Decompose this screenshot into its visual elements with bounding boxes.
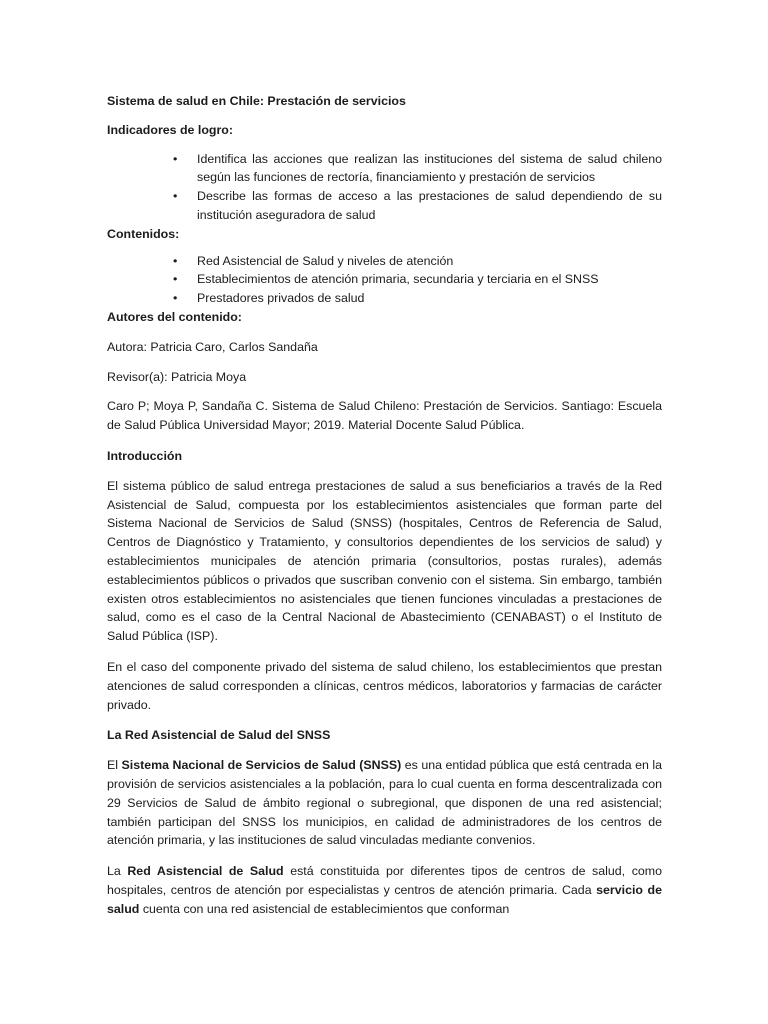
list-item: • Red Asistencial de Salud y niveles de atención bbox=[173, 252, 662, 271]
paragraph-text: El bbox=[107, 758, 122, 773]
reviewer-line: Revisor(a): Patricia Moya bbox=[107, 369, 247, 384]
paragraph-text: La bbox=[107, 864, 128, 879]
list-item: • Describe las formas de acceso a las prestaciones de salud dependiendo de su institución aseguradora de salud bbox=[173, 187, 662, 225]
paragraph-text: es una entidad pública que está centrada en la provisión de servicios asistenciales a la población, para lo cual cuenta en forma descentralizada con 29 Servicios de Salud de ámbito regional o subregional, que disponen de una red asistencial; también participan del SNSS los municipios, en calidad de administradores de los centros de atención primaria, y las instituciones de salud vinculadas mediante convenios. bbox=[107, 758, 662, 848]
introduction-heading: Introducción bbox=[107, 448, 183, 463]
red-asistencial-paragraph-2 bbox=[107, 862, 662, 918]
snss-term: Sistema Nacional de Servicios de Salud (SNSS) bbox=[121, 758, 402, 773]
servicio-de-salud-term: servicio de salud bbox=[107, 882, 662, 916]
introduction-paragraph-1: El sistema público de salud entrega prestaciones de salud a sus beneficiarios a través de la Red Asistencial de Salud, compuesta por los establecimientos asistenciales que forman parte del Sistema Nacional de Servicios de Salud (SNSS) (hospitales, Centros de Referencia de Salud, Centros de Diagnóstico y Tratamiento, y consultorios dependientes de los servicios de salud) y establecimientos municipales de atención primaria (consultorios, postas rurales), además establecimientos públicos o privados que suscriban convenio con el sistema. Sin embargo, también existen otros establecimientos no asistenciales que tienen funciones vinculadas a prestaciones de salud, como es el caso de la Central Nacional de Abastecimiento (CENABAST) o el Instituto de Salud Pública (ISP). bbox=[107, 478, 662, 644]
list-item: • Identifica las acciones que realizan las instituciones del sistema de salud chileno según las funciones de rectoría, financiamiento y prestación de servicios bbox=[173, 150, 662, 188]
document-page bbox=[107, 86, 662, 930]
indicators-list bbox=[107, 150, 662, 225]
list-item: • Establecimientos de atención primaria, secundaria y terciaria en el SNSS bbox=[173, 270, 662, 289]
paragraph-text: está constituida por diferentes tipos de centros de salud, como hospitales, centros de atención por especialistas y centros de atención primaria. Cada bbox=[107, 864, 662, 897]
red-asistencial-term: Red Asistencial de Salud bbox=[127, 864, 284, 879]
indicators-heading: Indicadores de logro: bbox=[107, 122, 233, 137]
red-asistencial-heading: La Red Asistencial de Salud del SNSS bbox=[107, 728, 331, 743]
red-asistencial-paragraph-1 bbox=[107, 756, 662, 850]
author-line: Autora: Patricia Caro, Carlos Sandaña bbox=[107, 339, 318, 354]
document-title: Sistema de salud en Chile: Prestación de servicios bbox=[107, 94, 406, 108]
contents-list bbox=[107, 252, 662, 308]
contents-heading: Contenidos: bbox=[107, 226, 180, 241]
paragraph-text: cuenta con una red asistencial de establecimientos que conforman bbox=[139, 901, 510, 916]
introduction-paragraph-2: En el caso del componente privado del sistema de salud chileno, los establecimientos que prestan atenciones de salud corresponden a clínicas, centros médicos, laboratorios y farmacias de carácter privado. bbox=[107, 659, 662, 712]
citation: Caro P; Moya P, Sandaña C. Sistema de Salud Chileno: Prestación de Servicios. Santiago: Escuela de Salud Pública Universidad Mayor; 2019. Material Docente Salud Pública. bbox=[107, 399, 662, 433]
list-item: • Prestadores privados de salud bbox=[173, 289, 662, 308]
authors-heading: Autores del contenido: bbox=[107, 309, 242, 324]
